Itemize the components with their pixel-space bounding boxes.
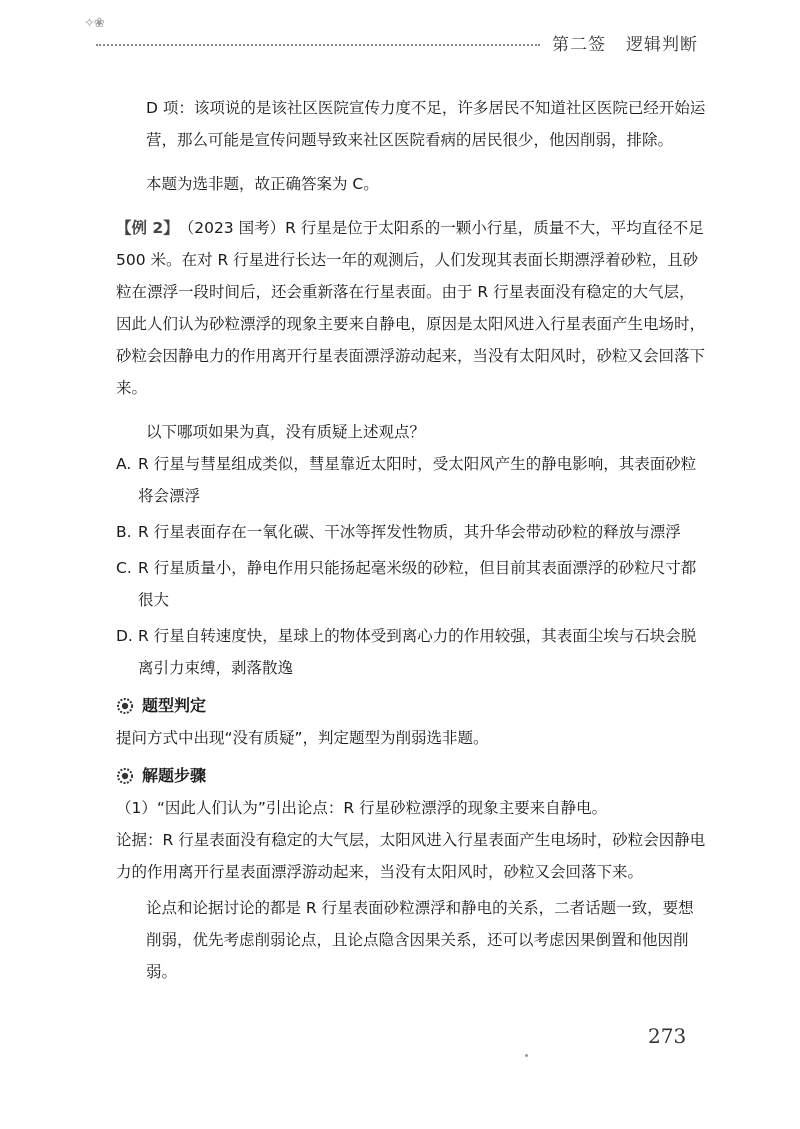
analysis-text: 论点和论据讨论的都是 R 行星表面砂粒漂浮和静电的关系，二者话题一致，要想削弱，优先考虑削弱论点，且论点隐含因果关系，还可以考虑因果倒置和他因削弱。 — [146, 899, 694, 981]
running-head — [552, 30, 698, 55]
option-text: R 行星自转速度快，星球上的物体受到离心力的作用较强，其表面尘埃与石块会脱离引力束缚，剥落散逸 — [138, 627, 697, 677]
section-label: 逻辑判断 — [626, 35, 698, 55]
page-number: 273 — [648, 1024, 687, 1048]
option-text: R 行星质量小，静电作用只能扬起毫米级的砂粒，但目前其表面漂浮的砂粒尺寸都很大 — [138, 559, 697, 609]
gear-icon — [116, 767, 134, 785]
example-tag-label: 例 2 — [131, 219, 164, 237]
step-one: （1）“因此人们认为”引出论点：R 行星砂粒漂浮的现象主要来自静电。 — [116, 799, 608, 817]
page-header — [0, 0, 800, 66]
options-list — [116, 448, 708, 684]
option-letter: D. — [116, 627, 133, 645]
steps-heading — [116, 760, 708, 792]
option-c — [116, 552, 708, 616]
option-a — [116, 448, 708, 512]
type-heading-label: 题型判定 — [142, 696, 207, 715]
steps-heading-label: 解题步骤 — [142, 766, 207, 785]
option-text: R 行星表面存在一氧化碳、干冰等挥发性物质，其升华会带动砂粒的释放与漂浮 — [138, 523, 681, 541]
option-letter: B. — [116, 523, 132, 541]
option-d-analysis: D 项：该项说的是该社区医院宣传力度不足，许多居民不知道社区医院已经开始运营，那么可能是宣传问题导致来社区医院看病的居民很少，他因削弱，排除。 — [146, 99, 706, 149]
evidence-text: 论据：R 行星表面没有稳定的大气层，太阳风进入行星表面产生电场时，砂粒会因静电力的作用离开行星表面漂浮游动起来，当没有太阳风时，砂粒又会回落下来。 — [116, 831, 706, 881]
chapter-label: 第二签 — [552, 35, 606, 55]
header-divider — [96, 44, 540, 46]
option-letter: A. — [116, 455, 132, 473]
page-body — [116, 92, 708, 988]
footer-mark — [525, 1054, 528, 1057]
example-tag: 【例 2】 — [116, 219, 179, 237]
answer-conclusion: 本题为选非题，故正确答案为 C。 — [146, 175, 379, 193]
option-b — [116, 516, 708, 548]
option-text: R 行星与彗星组成类似，彗星靠近太阳时，受太阳风产生的静电影响，其表面砂粒将会漂浮 — [138, 455, 697, 505]
type-heading — [116, 690, 708, 722]
question-stem: 以下哪项如果为真，没有质疑上述观点？ — [146, 423, 426, 441]
example-paragraph — [116, 212, 708, 404]
type-text: 提问方式中出现“没有质疑”，判定题型为削弱选非题。 — [116, 729, 489, 747]
option-letter: C. — [116, 559, 132, 577]
option-d — [116, 620, 708, 684]
header-ornament-icon: ✧❀ — [84, 16, 104, 31]
example-text: （2023 国考）R 行星是位于太阳系的一颗小行星，质量不大，平均直径不足 500 米。在对 R 行星进行长达一年的观测后，人们发现其表面长期漂浮着砂粒，且砂粒在漂浮一段时间后，还会重新落在行星表面。由于 R 行星表面没有稳定的大气层，因此人们认为砂粒漂浮的现象主要来自静电，原因是太阳风进入行星表面产生电场时，砂粒会因静电力的作用离开行星表面漂浮游动起来，当没有太阳风时，砂粒又会回落下来。 — [116, 219, 706, 397]
gear-icon — [116, 697, 134, 715]
